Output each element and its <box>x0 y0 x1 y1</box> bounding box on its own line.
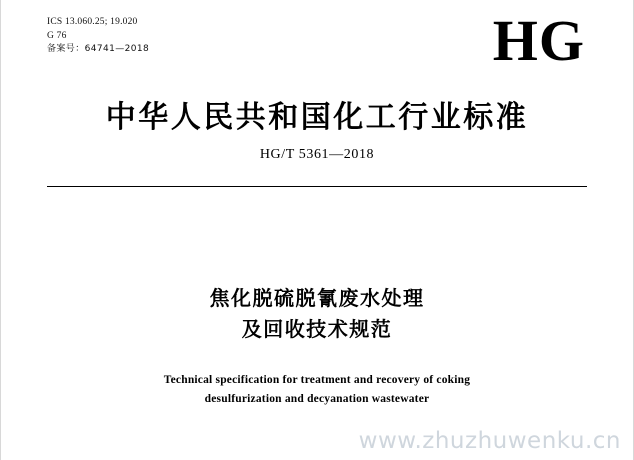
english-title-line-1: Technical specification for treatment and recovery of coking <box>163 374 471 386</box>
issuing-authority-title: 中华人民共和国化工行业标准 <box>105 100 529 135</box>
english-title-line-2: desulfurization and decyanation wastewater <box>204 393 430 405</box>
classification-code: G 76 <box>47 30 67 41</box>
document-title <box>1 283 633 345</box>
standard-number: HG/T 5361—2018 <box>259 147 375 162</box>
watermark-text: www.zhuzhuwenku.cn <box>358 428 621 454</box>
record-number: 备案号：64741—2018 <box>47 44 150 54</box>
document-title-line-1: 焦化脱硫脱氰废水处理 <box>209 286 425 310</box>
horizontal-divider <box>47 186 587 187</box>
header-metadata <box>47 16 149 57</box>
hg-standard-mark: HG <box>492 8 585 73</box>
document-title-english <box>1 371 633 409</box>
ics-code: ICS 13.060.25; 19.020 <box>47 17 138 27</box>
document-title-line-2: 及回收技术规范 <box>241 317 393 341</box>
